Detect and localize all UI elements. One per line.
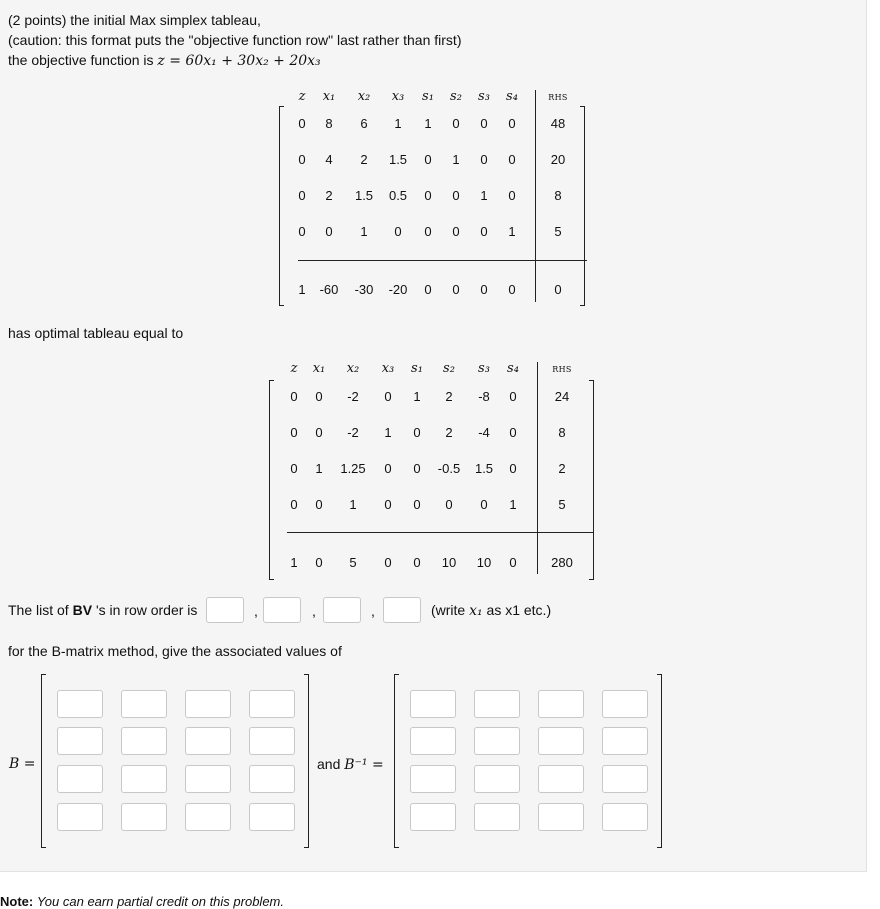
tableau-cell: 10 [441,555,457,570]
b-matrix-input-r3c4[interactable] [249,765,295,793]
bv-input-3[interactable] [323,597,361,623]
tableau-cell: 1 [508,224,516,239]
tableau-cell: 0 [508,188,516,203]
tableau-cell: 0 [509,389,517,404]
tableau-cell: 0 [554,282,562,297]
b-matrix-input-r3c1[interactable] [57,765,103,793]
tableau-cell: 0 [424,188,432,203]
tableau-col-header: z [290,361,298,376]
binv-label [317,756,384,773]
bv-hint-open: (write [431,602,466,618]
tableau-cell: 1 [424,116,432,131]
bv-prefix: The list of [8,602,69,618]
bv-comma-2: , [312,603,316,619]
tableau-cell: 6 [360,116,368,131]
b-matrix-input-r1c4[interactable] [249,690,295,718]
tableau-cell: 0 [508,152,516,167]
tableau-col-header: x₃ [381,361,395,376]
tableau-cell: -60 [319,282,339,297]
tableau-cell: 0 [480,152,488,167]
tableau-cell: 5 [554,224,562,239]
tableau-objective-divider [298,260,587,261]
tableau-col-header: s₄ [507,361,519,376]
tableau-cell: 1 [452,152,460,167]
b-right-bracket [304,674,309,848]
tableau-cell: 1 [509,497,517,512]
bmatrix-label: for the B-matrix method, give the associated values of [8,643,342,659]
tableau-objective-divider [287,532,594,533]
bv-input-4[interactable] [383,597,421,623]
tableau-right-bracket [589,380,594,580]
bv-comma-1: , [254,603,258,619]
tableau-right-bracket [580,106,585,306]
tableau-col-header: s₃ [478,361,490,376]
binv-matrix-input-r3c3[interactable] [538,765,584,793]
b-matrix-input-r1c2[interactable] [121,690,167,718]
b-matrix-input-r3c2[interactable] [121,765,167,793]
tableau-col-header: s₁ [411,361,423,376]
tableau-cell: 0 [315,497,323,512]
tableau-col-header: x₁ [322,89,336,104]
tableau-cell: 2 [360,152,368,167]
binv-and: and [317,756,341,772]
tableau-cell: 0 [298,188,306,203]
optimal-label: has optimal tableau equal to [8,325,184,341]
tableau-cell: 1.5 [474,461,494,476]
tableau-cell: 0 [424,282,432,297]
bv-hint-close: as x1 etc.) [486,602,552,618]
binv-left-bracket [394,674,399,848]
tableau-cell: 1 [384,425,392,440]
binv-matrix-input-r1c1[interactable] [410,690,456,718]
tableau-rhs-divider [535,90,536,302]
tableau-cell: 0 [315,555,323,570]
bv-comma-3: , [371,603,375,619]
tableau-cell: 0 [298,224,306,239]
binv-matrix-input-r1c4[interactable] [602,690,648,718]
tableau-cell: 20 [550,152,566,167]
tableau-cell: 0 [394,224,402,239]
tableau-left-bracket [269,380,274,580]
tableau-cell: 1 [360,224,368,239]
binv-matrix-input-r2c4[interactable] [602,727,648,755]
tableau-cell: 8 [558,425,566,440]
tableau-cell: -20 [388,282,408,297]
binv-matrix-input-r2c1[interactable] [410,727,456,755]
binv-matrix-input-r4c1[interactable] [410,803,456,831]
b-matrix-input-r4c2[interactable] [121,803,167,831]
intro-line-3 [8,51,321,70]
binv-matrix-input-r4c4[interactable] [602,803,648,831]
bv-input-2[interactable] [263,597,301,623]
tableau-cell: 0 [480,497,488,512]
b-matrix-input-r4c1[interactable] [57,803,103,831]
objective-function: z = 60x₁ + 30x₂ + 20x₃ [157,53,321,69]
tableau-cell: 24 [554,389,570,404]
tableau-cell: 0 [509,555,517,570]
binv-symbol: B⁻¹ = [344,757,384,773]
tableau-cell: 5 [349,555,357,570]
b-matrix-input-r2c1[interactable] [57,727,103,755]
tableau-cell: 2 [558,461,566,476]
tableau-cell: 0 [480,224,488,239]
b-matrix-input-r4c3[interactable] [185,803,231,831]
b-matrix-input-r1c3[interactable] [185,690,231,718]
tableau-col-header: x₂ [357,89,371,104]
tableau-cell: 0 [413,555,421,570]
tableau-cell: 0 [290,425,298,440]
tableau-cell: 1 [413,389,421,404]
tableau-cell: -2 [347,389,359,404]
tableau-col-header: x₂ [346,361,360,376]
tableau-cell: 8 [554,188,562,203]
tableau-cell: 0 [413,461,421,476]
tableau-cell: 0 [315,425,323,440]
tableau-cell: 0 [325,224,333,239]
tableau-cell: 10 [476,555,492,570]
bv-hint [431,601,551,620]
note-bold: Note: [0,894,34,909]
b-matrix-input-r2c2[interactable] [121,727,167,755]
tableau-col-header: s₂ [443,361,455,376]
tableau-rhs-divider [537,362,538,574]
tableau-cell: 0 [445,497,453,512]
tableau-cell: -4 [478,425,490,440]
b-left-bracket [41,674,46,848]
b-matrix-input-r3c3[interactable] [185,765,231,793]
tableau-cell: 0 [384,555,392,570]
note-text: You can earn partial credit on this problem. [36,894,284,909]
b-label: B = [9,756,36,772]
bv-hint-var: x₁ [469,603,483,619]
tableau-cell: 0 [508,282,516,297]
binv-matrix-input-r3c4[interactable] [602,765,648,793]
tableau-col-header: s₁ [422,89,434,104]
binv-matrix-input-r3c1[interactable] [410,765,456,793]
binv-matrix-input-r1c2[interactable] [474,690,520,718]
tableau-cell: 280 [551,555,573,570]
b-matrix-input-r2c3[interactable] [185,727,231,755]
tableau-col-header: s₄ [506,89,518,104]
tableau-left-bracket [279,106,284,306]
tableau-cell: 0 [298,152,306,167]
tableau-cell: 4 [325,152,333,167]
tableau-cell: 0 [508,116,516,131]
tableau-cell: 0 [424,152,432,167]
tableau-cell: 0 [509,461,517,476]
tableau-cell: 0 [290,461,298,476]
tableau-cell: -2 [347,425,359,440]
tableau-cell: 0 [452,188,460,203]
tableau-cell: -30 [354,282,374,297]
bv-suffix: 's in row order is [95,602,198,618]
tableau-cell: 0 [315,389,323,404]
tableau-cell: 0 [509,425,517,440]
intro-line-2: (caution: this format puts the "objective function row" last rather than first) [8,32,462,48]
tableau-cell: 0 [452,282,460,297]
binv-matrix-input-r3c2[interactable] [474,765,520,793]
tableau-cell: 0 [480,116,488,131]
tableau-cell: 2 [445,389,453,404]
tableau-rhs-header: RHS [552,365,572,374]
b-matrix-input-r4c4[interactable] [249,803,295,831]
tableau-cell: 1 [394,116,402,131]
tableau-cell: 1 [298,282,306,297]
tableau-cell: 5 [558,497,566,512]
tableau-cell: 0 [384,497,392,512]
tableau-cell: 0 [452,224,460,239]
tableau-cell: 0 [452,116,460,131]
tableau-cell: 0 [413,425,421,440]
tableau-cell: 0 [290,389,298,404]
tableau-cell: 1 [480,188,488,203]
bv-input-1[interactable] [206,597,244,623]
intro-line-1: (2 points) the initial Max simplex tableau, [8,12,261,28]
tableau-cell: 0 [424,224,432,239]
tableau-cell: 0 [384,461,392,476]
bv-question [8,601,197,619]
bv-bold: BV [72,602,93,618]
binv-right-bracket [657,674,662,848]
tableau-cell: 0 [298,116,306,131]
tableau-cell: 1.5 [354,188,374,203]
tableau-rhs-header: RHS [548,93,568,102]
tableau-col-header: x₃ [391,89,405,104]
binv-matrix-input-r4c2[interactable] [474,803,520,831]
tableau-cell: 1 [290,555,298,570]
tableau-cell: 1.5 [388,152,408,167]
tableau-cell: 0 [290,497,298,512]
tableau-col-header: x₁ [312,361,326,376]
tableau-cell: -0.5 [437,461,461,476]
tableau-cell: 0 [413,497,421,512]
tableau-col-header: s₃ [478,89,490,104]
binv-matrix-input-r4c3[interactable] [538,803,584,831]
tableau-cell: 2 [325,188,333,203]
tableau-cell: 1 [315,461,323,476]
tableau-cell: 1 [349,497,357,512]
binv-matrix-input-r1c3[interactable] [538,690,584,718]
tableau-cell: 1.25 [340,461,366,476]
binv-matrix-input-r2c2[interactable] [474,727,520,755]
tableau-cell: 0.5 [388,188,408,203]
b-matrix-input-r2c4[interactable] [249,727,295,755]
tableau-cell: 0 [384,389,392,404]
tableau-cell: 2 [445,425,453,440]
tableau-col-header: z [298,89,306,104]
b-matrix-input-r1c1[interactable] [57,690,103,718]
tableau-cell: -8 [478,389,490,404]
objective-prefix: the objective function is [8,52,154,68]
tableau-cell: 48 [550,116,566,131]
tableau-cell: 8 [325,116,333,131]
tableau-cell: 0 [480,282,488,297]
partial-credit-note [0,894,284,909]
binv-matrix-input-r2c3[interactable] [538,727,584,755]
tableau-col-header: s₂ [450,89,462,104]
